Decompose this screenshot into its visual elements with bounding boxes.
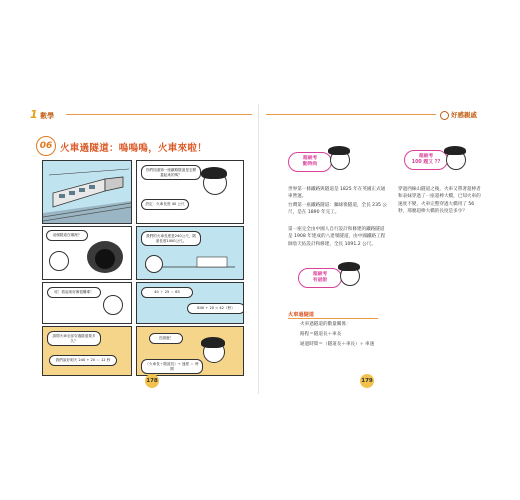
comic-panel-end [136,326,244,376]
speech-bubble-4: 我們的火車長度是240公尺，隧道長度1000公尺。 [141,231,201,246]
paragraph-4: 穿過西線山隧道之後，火車又帶著超棒者和表妹穿過了一座超棒大橋，已知火車的速度不變，火車完整穿過大橋用了 56 秒，那麼超棒大橋的長度是多少？ [398,187,481,215]
page-number-right: 179 [360,374,374,388]
page-number-left: 178 [145,374,159,388]
character-scholar-hair [328,146,350,155]
comic-panel-intro [136,160,244,224]
comic-panel-answer [42,326,132,376]
speech-bubble-12: 我們說好明天 240 ÷ 20 ＝ 12 秒 [49,355,117,366]
tunnel-illustration [43,227,131,279]
speech-bubble-5: 請問火車全部穿過隧道要多久？ [47,331,101,346]
header-right-rule [266,114,436,115]
speech-bubble-2: 這個隧道在哪裡？ [46,230,88,241]
character-girl-hair [201,167,227,179]
header-left-label: 數學 [40,112,55,120]
comic-panel-diagram-2 [136,282,244,324]
header-left [30,108,54,121]
speech-bubble-7: （火車長＋隧道長）÷ 速度 ＝ 時間 [141,359,203,374]
speech-bubble-1: 你們知道第一座鐵路隧道是怎麼蓋起來的嗎？ [141,165,201,180]
comic-panel-question [42,282,132,324]
header-right-label: 好感親戚 [451,111,477,119]
badge-challenge: 超級考 100 題又 ?? [404,150,448,170]
character-girl-hair-2 [201,337,225,348]
header-right-icon [440,111,449,120]
train-illustration [43,161,131,223]
comic-panel-diagram-1 [136,226,244,280]
badge-fun-fact: 超級考 動時尚 [288,152,332,172]
speech-bubble-8: 長頸鹿！ [149,333,183,344]
speech-bubble-11: 40 ＋ 25 ＝ 65 [141,287,193,298]
character-boy-face-2 [145,255,163,273]
paragraph-3: 第一座完全由中國人自行設計和修建的鐵路隧道是 1908 年建成的八達嶺隧道，由中國鐵路工程師詹天佑設計和修建，全長 1091.2 公尺。 [288,227,386,247]
chapter-number: 06 [36,136,56,156]
chapter-title: 火車過隧道：嗚嗚嗚，火車來啦！ [60,143,208,154]
badge-notes: 超級考 有話說 [298,268,342,288]
section-title: 火車過隧道 [288,312,314,318]
header-left-tag: 1 [30,108,38,121]
comic-panel-tunnel [42,226,132,280]
header-left-rule [66,114,252,115]
paragraph-2: 台灣第一座鐵路隧道：獅球嶺隧道，全長 235 公尺，是在 1890 年完工。 [288,203,387,216]
formula-2: 通過時間＝（隧道長＋車長）÷ 車速 [300,342,375,347]
character-scholar-hair-2 [338,262,360,271]
formula-intro: 火車過隧道的數量關係： [300,322,351,327]
formula-1: 路程＝隧道長＋車長 [300,332,342,337]
book-gutter [258,104,259,394]
character-scholar-hair-3 [444,146,466,155]
character-boy-face-3 [103,295,123,315]
header-right [440,110,477,120]
speech-bubble-6: 840 ÷ 20 = 42（秒） [187,303,244,314]
speech-bubble-9: 設定：火車長度 40 公尺 [141,199,189,210]
section-rule [288,318,378,319]
paragraph-1: 世界第一條鐵路與隧道是 1825 年在英國正式通車營運。 [288,187,386,200]
comic-panel-train [42,160,132,224]
speech-bubble-3: 哇！看起來好像很難耶！ [47,287,101,298]
